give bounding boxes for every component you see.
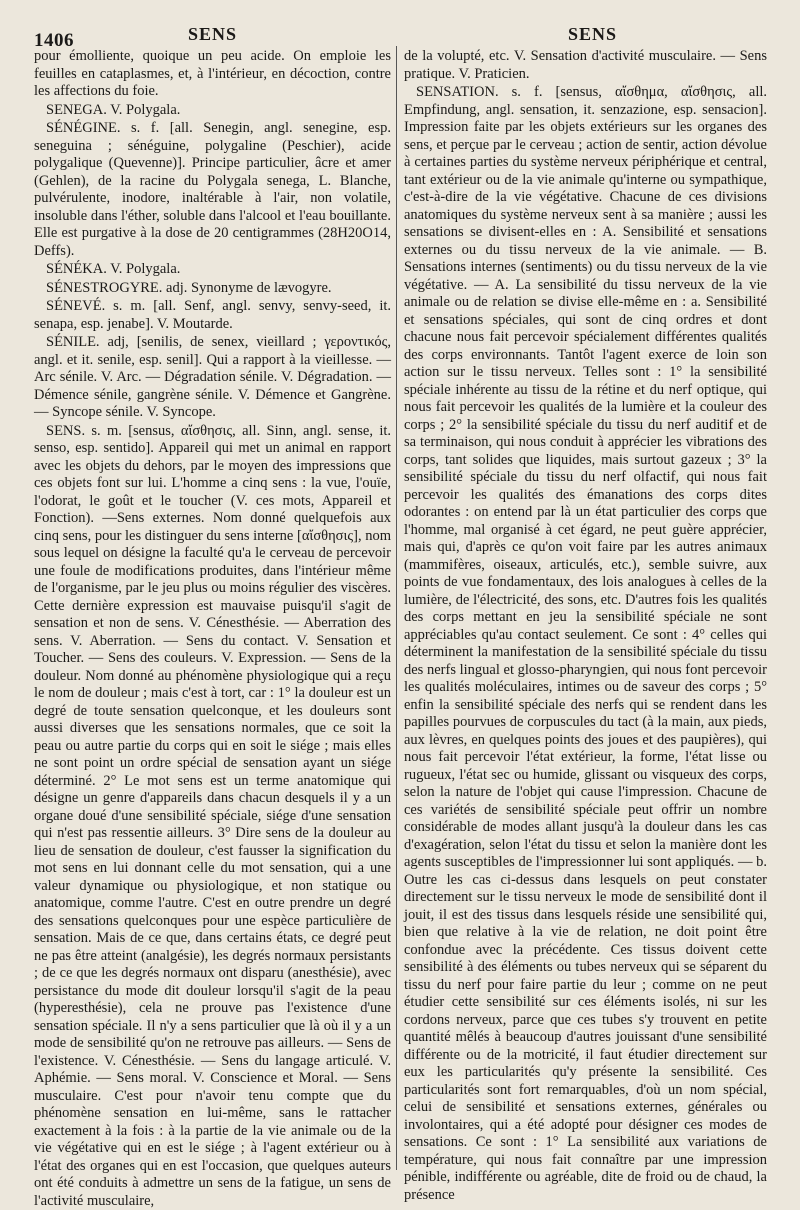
entry-sens-continuation: de la volupté, etc. V. Sensation d'activité musculaire. — Sens pratique. V. Praticien.	[404, 48, 767, 83]
entry-continuation: pour émolliente, quoique un peu acide. On emploie les feuilles en cataplasmes, et, à l'intérieur, en décoction, contre les affections du foie.	[34, 48, 391, 101]
entry-seneve: SÉNEVÉ. s. m. [all. Senf, angl. senvy, senvy-seed, it. senapa, esp. jenabe]. V. Moutarde.	[34, 298, 391, 333]
running-head-left: SENS	[188, 24, 237, 45]
entry-seneka: SÉNÉKA. V. Polygala.	[34, 261, 391, 279]
page-number: 1406	[34, 30, 74, 52]
column-divider	[396, 46, 397, 1170]
right-column	[404, 48, 767, 1204]
entry-senile: SÉNILE. adj, [senilis, de senex, vieillard ; γεροντικός, angl. et it. senile, esp. senil]. Qui a rapport à la vieillesse. — Arc sénile. V. Arc. — Dégradation sénile. V. Dégradation. — Démence sénile, gangrène sénile. V. Démence et Gangrène. — Syncope sénile. V. Syncope.	[34, 334, 391, 422]
entry-sensation: SENSATION. s. f. [sensus, αἴσθημα, αἴσθησις, all. Empfindung, angl. sensation, it. senzazione, esp. sensacion]. Impression faite par les objets extérieurs sur les organes des sens, et perçue par le cerveau ; action de sentir, action dévolue à certaines parties du système nerveux périphérique et central, tant extérieur ou de la vie animale qu'interne ou sympathique, c'est-à-dire de la vie végétative. Chacune de ces divisions anatomiques du système nerveux sent à sa manière ; aussi les sensations se divisent-elles en : A. Sensibilité et sensations externes ou du tissu nerveux de la vie animale. — B. Sensations internes (sentiments) ou du tissu nerveux de la vie végétative. — A. La sensibilité du tissu nerveux de la vie animale ou de relation se divise elle-même en : a. Sensibilité et sensations spéciales, qui sont de cinq ordres et dont chacune nous fait percevoir spécialement différentes qualités des corps environnants. Tantôt l'agent exerce de loin son action sur le tissu nerveux. Telles sont : 1° la sensibilité spéciale inhérente au tissu de la rétine et du nerf optique, qui nous fait percevoir les qualités de la lumière et la couleur des corps ; 2° la sensibilité spéciale du tissu du nerf auditif et de sa terminaison, qui nous conduit à apprécier les vibrations des corps, tant solides que liquides, mais surtout gazeux ; 3° la sensibilité spéciale du tissu du nerf olfactif, qui nous fait percevoir les qualités des émanations des corps dites odorantes : on entend par là un état particulier des corps que l'homme, mal organisé à cet égard, ne peut guère apprécier, mais qui, d'après ce qu'on voit faire par les autres animaux (mammifères, oiseaux, articulés, etc.), semble suivre, aux points de vue fondamentaux, des lois analogues à celles de la lumière, de l'électricité, des sons, etc. D'autres fois les qualités des corps mettant en jeu la sensibilité spéciale ne sont appréciables qu'au contact seulement. Ce sont : 4° celles qui déterminent la manifestation de la sensibilité spéciale du tissu des nerfs lingual et glosso-pharyngien, qui nous font percevoir les qualités moléculaires, intimes ou de saveur des corps ; 5° enfin la sensibilité spéciale des nerfs qui se rendent dans les papilles pourvues de corpuscules du tact (à la main, aux pieds, aux lèvres, en quelques points des joues et des paupières), qui nous fait percevoir l'état extérieur, la forme, l'état lisse ou rugueux, l'état sec ou humide, glissant ou visqueux des corps, selon la nature de l'objet qui cause l'impression. Chacune de ces variétés de sensibilité spéciale peut offrir un nombre considérable de modes allant jusqu'à la douleur dans les cas d'exagération, selon l'état du tissu et selon la manière dont les agents susceptibles de l'impressionner lui sont appliqués. — b. Outre les cas ci-dessus dans lesquels on peut constater directement sur le tissu nerveux le mode de sensibilité dont il jouit, il est des tissus dans lesquels réside une sensibilité qui, bien que relative à la vie de relation, ne doit point être confondue avec la précédente. Ces tissus doivent cette sensibilité à des éléments ou tubes nerveux qui se séparent du tissu du nerf pour faire partie du leur ; comme on ne peut étudier cette sensibilité sur ces éléments isolés, ni sur les cordons nerveux, parce que ces tubes s'y trouvent en petite quantité mêlés à beaucoup d'autres jouissant d'une sensibilité différente ou de la motricité, il faut étudier directement sur eux les particularités qu'y présente la sensibilité. Ces particularités sont fort remarquables, d'où un nom spécial, celui de sensibilité et sensations externes, générales ou involontaires, qui a été adopté pour désigner ces modes de sensations. Ce sont : 1° La sensibilité aux variations de température, qui nous fait connaître par une impression pénible, indifférente ou agréable, dite de froid ou de chaud, la présence	[404, 84, 767, 1204]
page-header	[0, 0, 800, 46]
entry-sens: SENS. s. m. [sensus, αἴσθησις, all. Sinn, angl. sense, it. senso, esp. sentido]. Appareil qui met un animal en rapport avec les objets du dehors, par le moyen des impressions que ces objets font sur lui. L'homme a cinq sens : la vue, l'ouïe, l'odorat, le goût et le toucher (V. ces mots, Appareil et Fonction). —Sens externes. Nom donné quelquefois aux cinq sens, pour les distinguer du sens interne [αἴσθησις], nom sous lequel on désigne la faculté qu'a le cerveau de percevoir une foule de modifications produites, dans l'intérieur même de l'organisme, par le jeu plus ou moins régulier des viscères. Cette dernière expression est mauvaise puisqu'il s'agit de sensation et non de sens. V. Cénesthésie. — Aberration des sens. V. Aberration. — Sens du contact. V. Sensation et Toucher. — Sens des couleurs. V. Expression. — Sens de la douleur. Nom donné au phénomène physiologique qui a reçu le nom de douleur ; mais c'est à tort, car : 1° la douleur est un degré de toute sensation quelconque, et les douleurs sont aussi diverses que les sensations normales, que ce soit la peau ou autre partie du corps qui en soit le siége ; mais elles ne sont point un ordre spécial de sensation ayant un siége déterminé. 2° Le mot sens est un terme anatomique qui désigne un genre d'appareils dans chacun desquels il y a un organe doué d'une sensibilité spéciale, siége d'une sensation qui n'est pas ressentie ailleurs. 3° Dire sens de la douleur au lieu de sensation de douleur, c'est fausser la signification du mot sens en lui donnant celle du mot sensation, qui a une valeur dynamique ou physiologique, et non statique ou anatomique, comme l'autre. C'est en outre prendre un degré des sensations quelconques pour une espèce particulière de sensation. Mais de ce que, dans certains états, ce degré peut ne pas être atteint (analgésie), les degrés normaux persistants ; de ce que les degrés normaux ont disparu (anesthésie), avec persistance du mode dit douleur lorsqu'il s'agit de la peau (hyperesthésie), cela ne prouve pas l'existence d'une sensation spéciale. Il n'y a sens particulier que là où il y a un mode de sensibilité qu'on ne retrouve pas ailleurs. — Sens de l'existence. V. Cénesthésie. — Sens du langage articulé. V. Aphémie. — Sens moral. V. Conscience et Moral. — Sens musculaire. C'est pour n'avoir tenu compte que du phénomène sensation en lui-même, sans le rattacher exactement à la fois : à la partie de la vie animale ou de la vie végétative qui en est le siége ; à l'agent extérieur ou à l'état des organes qui en est l'occasion, que quelques auteurs ont été conduits à admettre un sens de la fatigue, un sens de l'activité musculaire,	[34, 423, 391, 1210]
entry-senestrogyre: SÉNESTROGYRE. adj. Synonyme de lævogyre.	[34, 280, 391, 298]
entry-senega: SENEGA. V. Polygala.	[34, 102, 391, 120]
running-head-right: SENS	[568, 24, 617, 45]
left-column	[34, 48, 391, 1210]
entry-senegine: SÉNÉGINE. s. f. [all. Senegin, angl. senegine, esp. seneguina ; sénéguine, polygaline (Peschier), acide polygalique (Quevenne)]. Principe particulier, âcre et amer (Gehlen), de la racine du Polygala senega, L. Blanche, pulvérulente, inodore, inaltérable à l'air, non volatile, insoluble dans l'éther, soluble dans l'alcool et l'eau bouillante. Elle est purgative à la dose de 20 centigrammes (28H20O14, Deffs).	[34, 120, 391, 260]
